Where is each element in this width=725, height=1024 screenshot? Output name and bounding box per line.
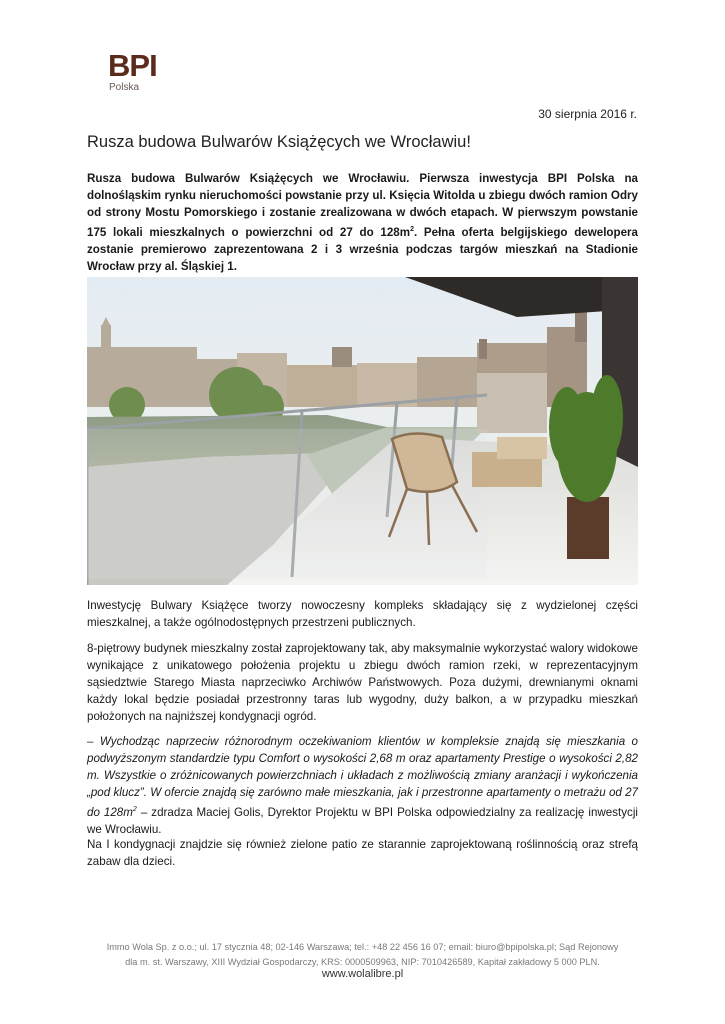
logo-mark: BPI [108,48,157,83]
lead-paragraph [87,170,638,275]
footer-website-link[interactable]: www.wolalibre.pl [321,968,404,980]
quote-text: – Wychodząc naprzeciw różnorodnym oczekiwaniom klientów w kompleksie znajdą się mieszkania o podwyższonym standardzie typu Comfort o wysokości 2,68 m oraz apartamenty Prestige o wysokości 2,82 m. Wszystkie o zróżnicowanych powierzchniach i układach z możliwością zmiany aranżacji i wykończenia „pod klucz”. W ofercie znajdą się zarówno małe mieszkania, jak i przestronne apartamenty o metrażu od 27 do 128m [87,735,638,819]
lead-text-continued: . Pełna oferta belgijskiego dewelopera zostanie premierowo zaprezentowana 2 i 3 września podczas targów mieszkań na Stadionie Wrocław przy al. Śląskiej 1. [87,225,638,273]
paragraph-patio: Na I kondygnacji znajdzie się również zielone patio ze starannie zaprojektowaną roślinnością oraz strefą zabaw dla dzieci. [87,838,638,868]
document-date: 30 sierpnia 2016 r. [538,107,637,121]
footer-line-1: Immo Wola Sp. z o.o.; ul. 17 stycznia 48; 02-146 Warszawa; tel.: +48 22 456 16 07; email: biuro@bpipolska.pl; Sąd Rejonowy [106,942,619,952]
footer-line-2: dla m. st. Warszawy, XIII Wydział Gospodarczy, KRS: 0000509963, NIP: 7010426589, Kapitał zakładowy 5 000 PLN. [125,957,600,967]
logo-subtitle: Polska [109,82,140,93]
quote-attribution: – zdradza Maciej Golis, Dyrektor Projektu w BPI Polska odpowiedzialny za realizację inwestycji we Wrocławiu. [87,805,638,836]
lead-text: Rusza budowa Bulwarów Książęcych we Wrocławiu. Pierwsza inwestycja BPI Polska na dolnośląskim rynku nieruchomości powstanie przy ul. Księcia Witolda u zbiegu dwóch ramion Odry od strony Mostu Pomorskiego i zostanie zrealizowana w dwóch etapach. W pierwszym powstanie 175 lokali mieszkalnych o powierzchni od 27 do 128m [87,172,638,239]
paragraph-building: 8-piętrowy budynek mieszkalny został zaprojektowany tak, aby maksymalnie wykorzystać walory widokowe wynikające z unikatowego położenia projektu u zbiegu dwóch ramion rzeki, w reprezentacyjnym sąsiedztwie Starego Miasta naprzeciwko Archiwów Państwowych. Poza dużymi, drewnianymi oknami każdy lokal będzie posiadał przestronny taras lub wygodny, duży balkon, a w przypadku mieszkań położonych na najniższej kondygnacji ogród. [87,642,638,723]
lead-superscript: 2 [410,226,414,233]
paragraph-quote [87,733,638,838]
page-title: Rusza budowa Bulwarów Książęcych we Wrocławiu! [87,133,471,151]
footer-company-info [87,940,638,970]
quote-superscript: 2 [132,806,137,813]
balcony-visualization-image [87,277,638,585]
bpi-logo [108,50,178,96]
paragraph-complex: Inwestycję Bulwary Książęce tworzy nowoczesny kompleks składający się z wydzielonej części mieszkalnej, a także ogólnodostępnych przestrzeni publicznych. [87,599,638,629]
